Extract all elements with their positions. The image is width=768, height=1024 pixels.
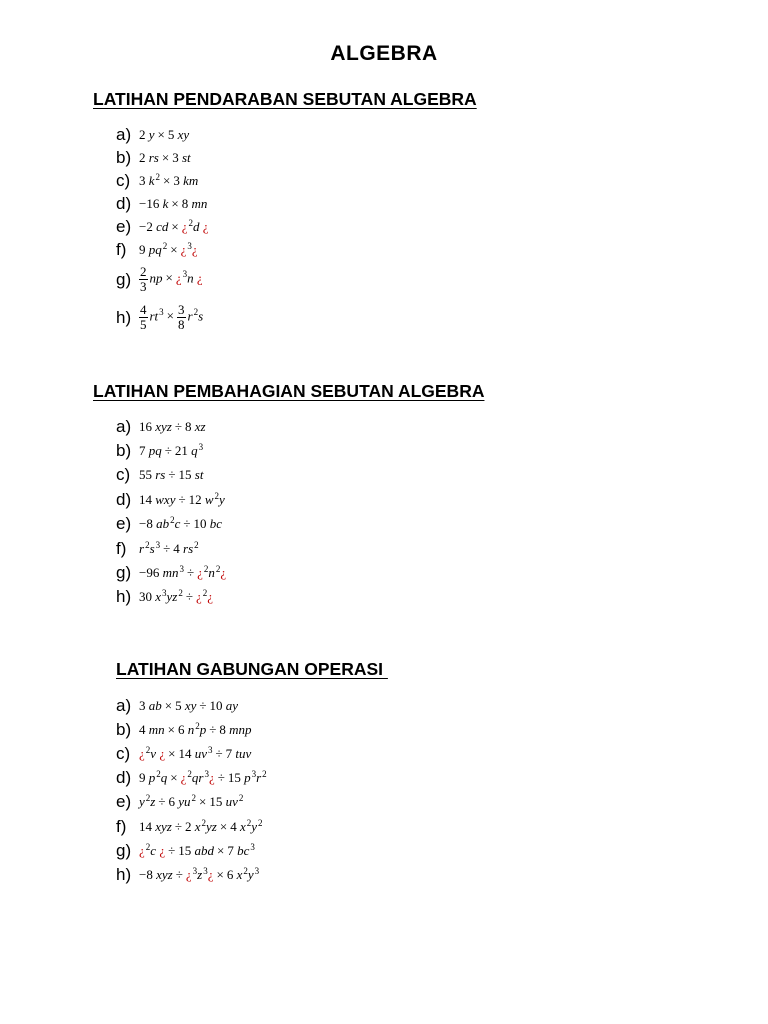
exercise-item xyxy=(116,215,209,238)
item-label: g) xyxy=(116,840,132,860)
exercise-item xyxy=(116,790,267,814)
exercise-item xyxy=(116,862,267,886)
math-expression: 3 ab × 5 xy ÷ 10 ay xyxy=(139,697,239,713)
math-expression: −8 $ab^2c \div 10$ bc xyxy=(139,515,223,532)
math-expression: ¿$^2$c ¿ ÷ 15 abd × 7 $bc^3$ xyxy=(139,841,255,858)
exercise-item xyxy=(116,766,267,790)
document-title: ALGEBRA xyxy=(330,42,438,65)
math-expression: ¿$^2$v ¿ × 14 $uv^3 \div 7$ tuv xyxy=(139,744,252,761)
exercise-item xyxy=(116,512,226,536)
section-heading-multiplication: LATIHAN PENDARABAN SEBUTAN ALGEBRA xyxy=(93,89,477,109)
exercise-item xyxy=(116,438,226,462)
math-expression: −96 $mn^3$ ÷ ¿$^2n^2¿$ xyxy=(139,564,227,581)
math-expression: $\frac{2}{3}$ np × ¿$^3$n ¿ xyxy=(140,264,203,294)
math-expression: $y^2z \div 6$ $yu^2 \times 15$ $uv^2$ xyxy=(139,793,244,810)
exercise-item xyxy=(116,192,209,215)
math-expression: $r^2s^3 \div 4$ $rs^2$ xyxy=(139,539,199,556)
item-label: d) xyxy=(116,489,132,509)
exercise-item xyxy=(116,838,267,862)
item-label: d) xyxy=(116,194,132,213)
item-label: b) xyxy=(116,719,132,739)
section-heading-combined: LATIHAN GABUNGAN OPERASI xyxy=(116,659,388,679)
item-label: e) xyxy=(116,792,132,812)
item-label: h) xyxy=(116,307,132,327)
math-expression: 7 pq ÷ 21 $q^3$ xyxy=(139,442,204,459)
exercise-item xyxy=(116,741,267,765)
exercise-item xyxy=(116,414,226,438)
item-label: g) xyxy=(116,270,132,289)
exercise-item xyxy=(116,298,209,336)
item-label: d) xyxy=(116,768,132,788)
division-exercise-list xyxy=(116,414,226,609)
exercise-item xyxy=(116,560,226,584)
math-expression: 16 xyz ÷ 8 xz xyxy=(139,418,206,434)
math-expression: 2 rs × 3 st xyxy=(139,150,191,165)
item-label: a) xyxy=(116,125,132,144)
item-label: b) xyxy=(116,148,132,167)
item-label: a) xyxy=(116,695,132,715)
item-label: f) xyxy=(116,816,127,836)
exercise-item xyxy=(116,487,226,511)
item-label: f) xyxy=(116,240,127,259)
math-expression: $\frac{4}{5}$ $rt^3$ × $\frac{3}{8}$ $r^2s$ xyxy=(140,301,204,332)
item-label: c) xyxy=(116,465,131,485)
exercise-item xyxy=(116,261,209,298)
item-label: a) xyxy=(116,416,132,436)
math-expression: −2 cd × ¿$^2$d ¿ xyxy=(139,218,209,234)
exercise-item xyxy=(116,536,226,560)
exercise-item xyxy=(116,123,209,146)
math-expression: 14 xyz ÷ 2 $x^2yz \times 4$ $x^2y^2$ xyxy=(139,817,263,834)
math-expression: 30 $x^3yz^2$ ÷ ¿$^2$¿ xyxy=(139,588,214,605)
combined-exercise-list xyxy=(116,693,267,887)
exercise-item xyxy=(116,814,267,838)
math-expression: 2 y × 5 xy xyxy=(139,127,190,142)
math-expression: 9 $p^2q$ × ¿$^2qr^3¿ \div 15$ $p^3r^2$ xyxy=(139,769,267,786)
item-label: h) xyxy=(116,587,132,607)
item-label: h) xyxy=(116,864,132,884)
math-expression: 14 wxy ÷ 12 $w^2y$ xyxy=(139,490,225,507)
item-label: e) xyxy=(116,514,132,534)
section-heading-division: LATIHAN PEMBAHAGIAN SEBUTAN ALGEBRA xyxy=(93,381,485,401)
math-expression: 55 rs ÷ 15 st xyxy=(139,467,204,483)
math-expression: 3 $k^2 \times 3$ km xyxy=(139,172,199,188)
item-label: g) xyxy=(116,563,132,583)
math-expression: 9 $pq^2$ × ¿$^3$¿ xyxy=(139,241,198,257)
item-label: c) xyxy=(116,171,131,190)
multiplication-exercise-list xyxy=(116,123,209,336)
math-expression: 4 mn × 6 $n^2p \div 8$ mnp xyxy=(139,720,252,737)
exercise-item xyxy=(116,463,226,487)
exercise-item xyxy=(116,169,209,192)
item-label: e) xyxy=(116,217,132,236)
math-expression: −8 xyz ÷ ¿$^3z^3¿ \times 6$ $x^2y^3$ xyxy=(139,865,260,882)
exercise-item xyxy=(116,146,209,169)
exercise-item xyxy=(116,585,226,609)
item-label: f) xyxy=(116,538,127,558)
item-label: c) xyxy=(116,743,131,763)
exercise-item xyxy=(116,693,267,717)
item-label: b) xyxy=(116,441,132,461)
exercise-item xyxy=(116,238,209,261)
exercise-item xyxy=(116,717,267,741)
math-expression: −16 k × 8 mn xyxy=(139,196,208,211)
